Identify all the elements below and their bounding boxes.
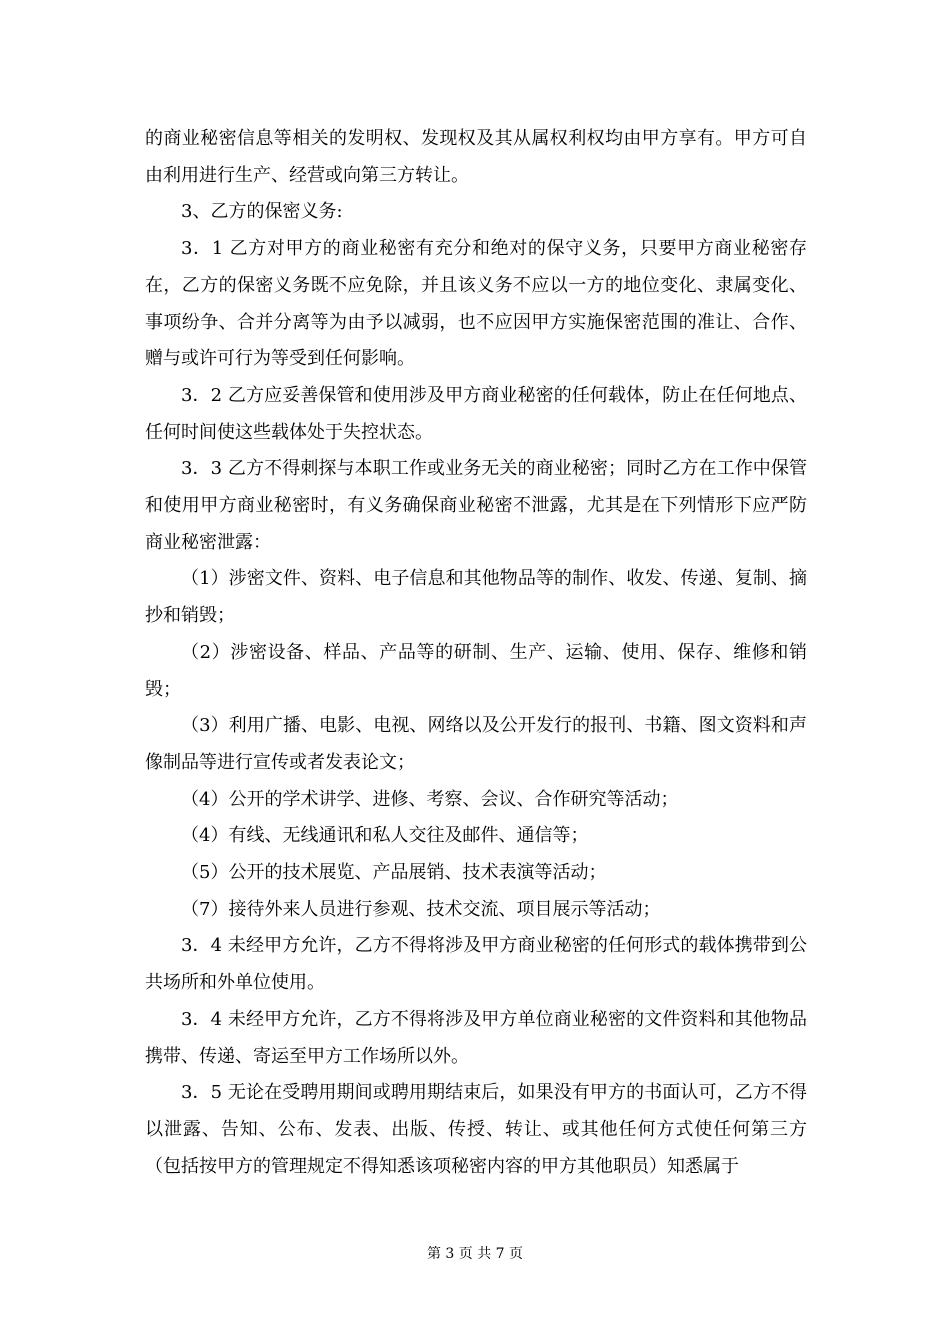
paragraph: （3）利用广播、电影、电视、网络以及公开发行的报刊、书籍、图文资料和声像制品等进行宣传或者发表论文；	[145, 715, 807, 773]
paragraph: 3．4 未经甲方允许，乙方不得将涉及甲方商业秘密的任何形式的载体携带到公共场所和外单位使用。	[145, 935, 807, 994]
paragraph: 3、乙方的保密义务:	[181, 201, 343, 223]
paragraph: （4）有线、无线通讯和私人交往及邮件、通信等；	[181, 825, 589, 847]
page-footer: 第 3 页 共 7 页	[426, 1246, 524, 1262]
paragraph: 3．5 无论在受聘用期间或聘用期结束后，如果没有甲方的书面认可，乙方不得以泄露、告知、公布、发表、出版、传授、转让、或其他任何方式使任何第三方（包括按甲方的管理规定不得知悉该项秘密内容的甲方其他职员）知悉属于	[145, 1082, 807, 1177]
paragraph: 3．3 乙方不得刺探与本职工作或业务无关的商业秘密；同时乙方在工作中保管和使用甲方商业秘密时，有义务确保商业秘密不泄露，尤其是在下列情形下应严防商业秘密泄露：	[145, 458, 807, 553]
paragraph: 3．1 乙方对甲方的商业秘密有充分和绝对的保守义务，只要甲方商业秘密存在，乙方的保密义务既不应免除，并且该义务不应以一方的地位变化、隶属变化、事项纷争、合并分离等为由予以减弱，也不应因甲方实施保密范围的准让、合作、赠与或许可行为等受到任何影响。	[145, 238, 807, 370]
paragraph: 3．4 未经甲方允许，乙方不得将涉及甲方单位商业秘密的文件资料和其他物品携带、传递、寄运至甲方工作场所以外。	[145, 1008, 807, 1067]
paragraph: （7）接待外来人员进行参观、技术交流、项目展示等活动；	[181, 898, 661, 920]
paragraph: 的商业秘密信息等相关的发明权、发现权及其从属权利权均由甲方享有。甲方可自由利用进行生产、经营或向第三方转让。	[145, 128, 807, 186]
document-body	[145, 121, 807, 1185]
paragraph: （2）涉密设备、样品、产品等的研制、生产、运输、使用、保存、维修和销毁；	[145, 641, 807, 700]
paragraph: （1）涉密文件、资料、电子信息和其他物品等的制作、收发、传递、复制、摘抄和销毁；	[145, 568, 807, 627]
paragraph: （5）公开的技术展览、产品展销、技术表演等活动；	[181, 862, 607, 884]
paragraph: 3．2 乙方应妥善保管和使用涉及甲方商业秘密的任何载体，防止在任何地点、任何时间使这些载体处于失控状态。	[145, 384, 807, 443]
paragraph: （4）公开的学术讲学、进修、考察、会议、合作研究等活动；	[181, 788, 679, 810]
